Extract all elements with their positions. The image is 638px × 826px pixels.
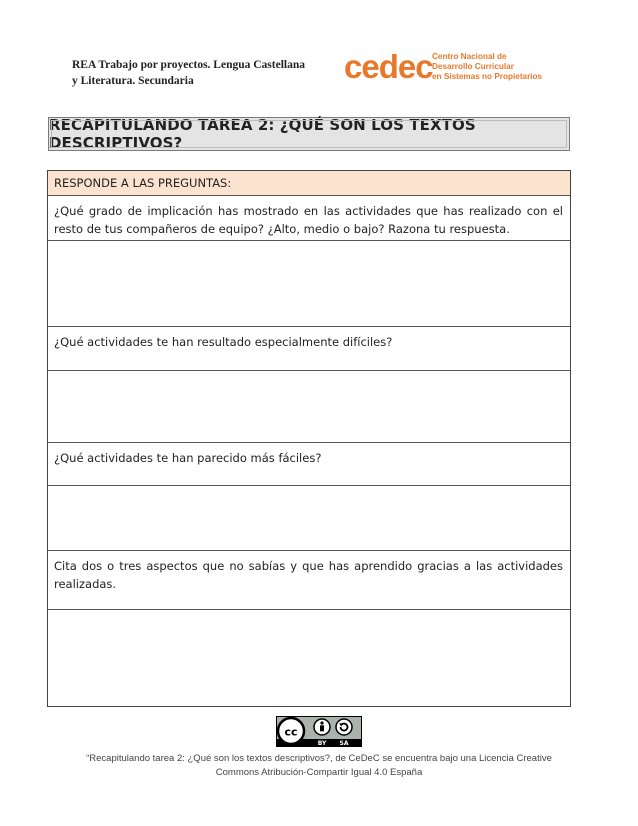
logo-line-3: en Sistemas no Propietarios [432,72,543,81]
logo-wordmark: cedec [344,48,433,85]
table-heading-label: RESPONDE A LAS PREGUNTAS: [54,176,232,190]
document-header [72,57,332,89]
questions-table [47,170,571,707]
header-line-2: y Literatura. Secundaria [72,75,194,87]
cc-icon [278,718,304,744]
cc-by-sa-badge[interactable] [276,716,362,747]
logo-line-1: Centro Nacional de [432,52,507,61]
answer-area-3[interactable] [48,486,570,551]
cc-label: cc [284,725,298,739]
logo-line-2: Desarrollo Curricular [432,62,514,71]
table-heading [48,171,570,196]
sa-label: SA [339,740,349,747]
footer-line-2: Commons Atribución-Compartir Igual 4.0 España [215,767,423,778]
question-row-3 [48,443,570,486]
question-text: ¿Qué grado de implicación has mostrado en las actividades que has realizado con el resto de tus compañeros de equipo? ¿Alto, medio o bajo? Razona tu respuesta. [54,204,563,236]
sa-icon [336,719,352,735]
by-label: BY [317,740,327,747]
by-icon [314,719,330,735]
footer-line-1: “Recapitulando tarea 2: ¿Qué son los textos descriptivos?, de CeDeC se encuentra bajo una Licencia Creative [86,753,552,764]
header-line-1: REA Trabajo por proyectos. Lengua Castellana [72,59,305,71]
question-row-2 [48,327,570,371]
cedec-logo [344,48,544,86]
question-row-1 [48,196,570,241]
page-title: RECAPITULANDO TAREA 2: ¿QUÉ SON LOS TEXTOS DESCRIPTIVOS? [49,116,476,152]
question-row-4 [48,551,570,610]
question-text: ¿Qué actividades te han parecido más fáciles? [54,451,322,465]
title-banner [48,117,570,151]
answer-area-2[interactable] [48,371,570,443]
logo-tagline [432,52,542,82]
answer-area-4[interactable] [48,610,570,706]
question-text: Cita dos o tres aspectos que no sabías y que has aprendido gracias a las actividades realizadas. [54,559,563,591]
question-text: ¿Qué actividades te han resultado especialmente difíciles? [54,335,393,349]
answer-area-1[interactable] [48,241,570,327]
license-footer [78,752,560,780]
